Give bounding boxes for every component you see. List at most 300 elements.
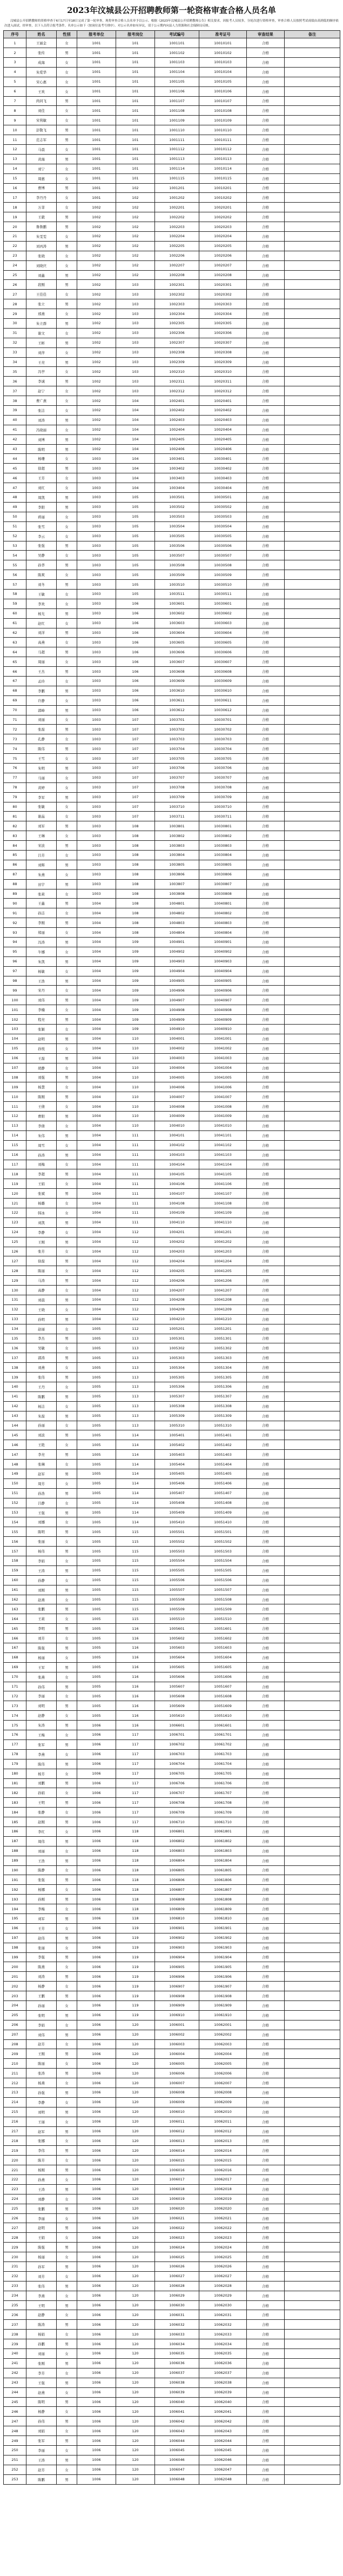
cell-gender: 男	[57, 976, 77, 986]
cell-name: 杨洁	[26, 1401, 57, 1411]
cell-gender: 女	[57, 1227, 77, 1237]
cell-post: 110	[116, 1121, 155, 1130]
cell-seq: 102	[4, 1015, 26, 1025]
cell-name: 王娟	[26, 2233, 57, 2243]
cell-unit: 1005	[77, 1353, 116, 1363]
cell-result: 合格	[247, 96, 285, 106]
cell-result: 合格	[247, 638, 285, 647]
cell-name: 李明	[26, 1624, 57, 1634]
cell-note	[285, 2465, 340, 2474]
cell-exam-no: 1005601	[155, 1624, 199, 1634]
cell-name: 刘刚	[26, 1585, 57, 1595]
cell-gender: 男	[57, 377, 77, 386]
cell-seq: 13	[4, 154, 26, 164]
cell-gender: 男	[57, 1856, 77, 1865]
cell-note	[285, 2213, 340, 2223]
cell-note	[285, 1082, 340, 1092]
cell-post: 120	[116, 2368, 155, 2378]
cell-result: 合格	[247, 1304, 285, 1314]
cell-exam-no: 1004110	[155, 1217, 199, 1227]
cell-note	[285, 541, 340, 551]
cell-gender: 女	[57, 1885, 77, 1895]
cell-seq: 173	[4, 1701, 26, 1711]
cell-ticket-no: 10061807	[199, 1885, 247, 1895]
cell-seq: 15	[4, 173, 26, 183]
cell-result: 合格	[247, 889, 285, 899]
cell-unit: 1003	[77, 744, 116, 754]
cell-post: 114	[116, 1498, 155, 1508]
cell-note	[285, 1885, 340, 1895]
cell-note	[285, 1440, 340, 1450]
cell-gender: 女	[57, 2059, 77, 2069]
cell-note	[285, 2204, 340, 2213]
cell-post: 115	[116, 1556, 155, 1566]
cell-unit: 1006	[77, 2039, 116, 2049]
cell-ticket-no: 10051608	[199, 1691, 247, 1701]
cell-unit: 1003	[77, 734, 116, 744]
table-row	[4, 2349, 340, 2359]
table-row	[4, 2252, 340, 2262]
cell-note	[285, 638, 340, 647]
table-row	[4, 928, 340, 938]
cell-ticket-no: 10061707	[199, 1788, 247, 1798]
cell-post: 120	[116, 2097, 155, 2107]
cell-post: 101	[116, 38, 155, 48]
table-row	[4, 725, 340, 734]
cell-gender: 男	[57, 2474, 77, 2484]
cell-seq: 242	[4, 2368, 26, 2378]
table-row	[4, 1575, 340, 1585]
cell-note	[285, 1788, 340, 1798]
cell-ticket-no: 10010107	[199, 96, 247, 106]
cell-name: 万菲	[26, 203, 57, 212]
cell-name: 张伟	[26, 1373, 57, 1382]
cell-post: 106	[116, 638, 155, 647]
cell-name: 宋心惠	[26, 77, 57, 86]
cell-name: 杨光	[26, 608, 57, 618]
cell-unit: 1003	[77, 812, 116, 821]
cell-gender: 女	[57, 1304, 77, 1314]
cell-gender: 男	[57, 2088, 77, 2098]
table-row	[4, 1286, 340, 1295]
cell-gender: 女	[57, 773, 77, 782]
cell-gender: 女	[57, 1575, 77, 1585]
cell-seq: 29	[4, 309, 26, 319]
cell-ticket-no: 10030606	[199, 647, 247, 657]
cell-seq: 230	[4, 2252, 26, 2262]
cell-gender: 男	[57, 1295, 77, 1304]
cell-post: 120	[116, 2330, 155, 2339]
cell-result: 合格	[247, 347, 285, 357]
table-row	[4, 96, 340, 106]
cell-post: 101	[116, 67, 155, 77]
cell-gender: 男	[57, 1034, 77, 1043]
cell-exam-no: 1005501	[155, 1527, 199, 1537]
cell-ticket-no: 10062026	[199, 2262, 247, 2272]
cell-seq: 182	[4, 1788, 26, 1798]
cell-unit: 1005	[77, 1440, 116, 1450]
cell-seq: 215	[4, 2107, 26, 2117]
cell-note	[285, 2059, 340, 2069]
cell-result: 合格	[247, 1324, 285, 1334]
cell-post: 102	[116, 241, 155, 251]
cell-gender: 女	[57, 531, 77, 541]
cell-gender: 男	[57, 1759, 77, 1769]
intro-paragraph: 汶城县公开招聘教师的资格审查于6月17日至18日完成了第一轮审查，现将审查合格人员名单予以公示。根据《2023年汶城县公开招聘教师公告》相关要求，因报考人员较多，分轮次进行资格审查，审查合格人员按照考试成绩由高到低的顺序依次进入面试。经审查，以下人员符合报考条件，名单公示如下（按岗位及考号排序）。对公示名单如有异议，请于公示期内向县人力资源和社会保障局反映。	[4, 19, 339, 28]
cell-result: 合格	[247, 2039, 285, 2049]
cell-result: 合格	[247, 995, 285, 1005]
cell-note	[285, 1952, 340, 1962]
cell-post: 115	[116, 1585, 155, 1595]
cell-ticket-no: 10010112	[199, 144, 247, 154]
cell-name: 赵军	[26, 1469, 57, 1479]
cell-name: 陈强	[26, 2243, 57, 2252]
cell-result: 合格	[247, 1652, 285, 1662]
cell-post: 118	[116, 1826, 155, 1836]
cell-post: 111	[116, 1140, 155, 1150]
cell-result: 合格	[247, 1189, 285, 1199]
cell-note	[285, 1643, 340, 1653]
cell-exam-no: 1006030	[155, 2300, 199, 2310]
cell-note	[285, 744, 340, 754]
cell-name: 王彬	[26, 338, 57, 347]
cell-ticket-no: 10051302	[199, 1343, 247, 1353]
cell-name: 王毅	[26, 212, 57, 222]
cell-gender: 女	[57, 1943, 77, 1952]
cell-gender: 男	[57, 1353, 77, 1363]
cell-name: 杨珊	[26, 454, 57, 464]
table-row	[4, 899, 340, 908]
cell-name: 张强	[26, 541, 57, 551]
cell-note	[285, 1595, 340, 1604]
cell-seq: 3	[4, 57, 26, 67]
cell-gender: 女	[57, 1614, 77, 1624]
cell-result: 合格	[247, 1286, 285, 1295]
cell-name: 谢文	[26, 328, 57, 338]
cell-seq: 157	[4, 1547, 26, 1556]
cell-gender: 男	[57, 1169, 77, 1179]
cell-unit: 1006	[77, 1778, 116, 1788]
cell-exam-no: 1004908	[155, 1005, 199, 1015]
cell-note	[285, 1498, 340, 1508]
cell-post: 118	[116, 1846, 155, 1856]
cell-post: 108	[116, 869, 155, 879]
cell-result: 合格	[247, 2156, 285, 2165]
cell-seq: 218	[4, 2136, 26, 2146]
cell-note	[285, 1421, 340, 1430]
cell-ticket-no: 10041208	[199, 1295, 247, 1304]
cell-post: 109	[116, 1015, 155, 1025]
table-row	[4, 2213, 340, 2223]
cell-exam-no: 1004201	[155, 1227, 199, 1237]
cell-unit: 1004	[77, 1082, 116, 1092]
cell-result: 合格	[247, 1130, 285, 1140]
cell-ticket-no: 10030705	[199, 754, 247, 764]
cell-gender: 女	[57, 1634, 77, 1643]
cell-unit: 1004	[77, 1237, 116, 1247]
cell-post: 112	[116, 1295, 155, 1304]
cell-note	[285, 1652, 340, 1662]
cell-name: 朱燕	[26, 869, 57, 879]
table-row	[4, 48, 340, 58]
cell-unit: 1005	[77, 1624, 116, 1634]
table-row	[4, 889, 340, 899]
cell-result: 合格	[247, 222, 285, 232]
cell-gender: 男	[57, 647, 77, 657]
cell-result: 合格	[247, 173, 285, 183]
table-row	[4, 1324, 340, 1334]
cell-ticket-no: 10061802	[199, 1836, 247, 1846]
cell-post: 107	[116, 782, 155, 792]
cell-seq: 122	[4, 1208, 26, 1217]
cell-post: 105	[116, 580, 155, 590]
cell-note	[285, 1160, 340, 1169]
cell-result: 合格	[247, 483, 285, 493]
cell-unit: 1004	[77, 1247, 116, 1256]
cell-post: 120	[116, 2078, 155, 2088]
cell-result: 合格	[247, 309, 285, 319]
cell-seq: 17	[4, 193, 26, 203]
cell-result: 合格	[247, 1488, 285, 1498]
cell-result: 合格	[247, 2020, 285, 2030]
cell-name: 曹博	[26, 183, 57, 193]
cell-unit: 1001	[77, 173, 116, 183]
cell-ticket-no: 10030504	[199, 521, 247, 531]
cell-note	[285, 2407, 340, 2417]
cell-gender: 男	[57, 2436, 77, 2446]
table-row	[4, 860, 340, 869]
cell-gender: 女	[57, 2407, 77, 2417]
cell-exam-no: 1005610	[155, 1711, 199, 1721]
cell-result: 合格	[247, 2078, 285, 2088]
cell-post: 112	[116, 1304, 155, 1314]
cell-post: 113	[116, 1401, 155, 1411]
cell-seq: 125	[4, 1237, 26, 1247]
table-row	[4, 1846, 340, 1856]
table-row	[4, 521, 340, 531]
table-row	[4, 1826, 340, 1836]
cell-unit: 1004	[77, 1150, 116, 1160]
cell-seq: 171	[4, 1682, 26, 1691]
cell-ticket-no: 10040908	[199, 1005, 247, 1015]
cell-exam-no: 1001106	[155, 86, 199, 96]
cell-post: 120	[116, 2339, 155, 2349]
table-row	[4, 241, 340, 251]
cell-ticket-no: 10030707	[199, 773, 247, 782]
cell-note	[285, 2223, 340, 2233]
cell-ticket-no: 10061801	[199, 1826, 247, 1836]
cell-ticket-no: 10041005	[199, 1073, 247, 1082]
cell-result: 合格	[247, 2407, 285, 2417]
table-row	[4, 144, 340, 154]
cell-ticket-no: 10030501	[199, 493, 247, 503]
cell-post: 108	[116, 851, 155, 860]
cell-note	[285, 1382, 340, 1391]
cell-unit: 1004	[77, 1025, 116, 1034]
cell-note	[285, 434, 340, 444]
cell-ticket-no: 10062004	[199, 2049, 247, 2059]
table-row	[4, 1150, 340, 1160]
cell-note	[285, 38, 340, 48]
cell-seq: 135	[4, 1334, 26, 1343]
cell-note	[285, 841, 340, 851]
cell-ticket-no: 10062039	[199, 2387, 247, 2397]
table-row	[4, 2204, 340, 2213]
cell-gender: 男	[57, 1682, 77, 1691]
cell-result: 合格	[247, 1643, 285, 1653]
cell-seq: 33	[4, 347, 26, 357]
cell-result: 合格	[247, 1112, 285, 1121]
cell-unit: 1001	[77, 86, 116, 96]
cell-note	[285, 193, 340, 203]
table-row	[4, 1063, 340, 1073]
cell-exam-no: 1005402	[155, 1440, 199, 1450]
cell-post: 119	[116, 1943, 155, 1952]
cell-note	[285, 851, 340, 860]
cell-gender: 女	[57, 2387, 77, 2397]
cell-note	[285, 1943, 340, 1952]
cell-seq: 183	[4, 1798, 26, 1808]
cell-post: 104	[116, 444, 155, 454]
cell-seq: 120	[4, 1189, 26, 1199]
table-row	[4, 1991, 340, 2001]
cell-ticket-no: 10051506	[199, 1575, 247, 1585]
cell-gender: 女	[57, 2252, 77, 2262]
cell-result: 合格	[247, 1440, 285, 1450]
cell-exam-no: 1006003	[155, 2039, 199, 2049]
cell-seq: 74	[4, 744, 26, 754]
cell-seq: 168	[4, 1652, 26, 1662]
cell-post: 112	[116, 1227, 155, 1237]
cell-result: 合格	[247, 686, 285, 695]
cell-name: 杨慧	[26, 1082, 57, 1092]
cell-gender: 女	[57, 396, 77, 406]
cell-gender: 女	[57, 1266, 77, 1276]
cell-unit: 1006	[77, 1875, 116, 1885]
cell-note	[285, 67, 340, 77]
cell-name: 张琳	[26, 1460, 57, 1469]
cell-seq: 63	[4, 638, 26, 647]
cell-exam-no: 1006903	[155, 1943, 199, 1952]
cell-post: 101	[116, 48, 155, 58]
cell-note	[285, 2194, 340, 2204]
table-row	[4, 1923, 340, 1933]
cell-exam-no: 1002401	[155, 396, 199, 406]
table-row	[4, 2184, 340, 2194]
cell-name: 李芳	[26, 2368, 57, 2378]
cell-exam-no: 1004104	[155, 1160, 199, 1169]
cell-gender: 男	[57, 2204, 77, 2213]
cell-post: 120	[116, 2300, 155, 2310]
cell-gender: 男	[57, 2339, 77, 2349]
cell-ticket-no: 10010113	[199, 154, 247, 164]
cell-note	[285, 1053, 340, 1063]
cell-gender: 男	[57, 1817, 77, 1827]
cell-seq: 115	[4, 1140, 26, 1150]
cell-exam-no: 1006907	[155, 1982, 199, 1991]
cell-result: 合格	[247, 782, 285, 792]
cell-name: 周凯	[26, 493, 57, 503]
cell-ticket-no: 10030610	[199, 686, 247, 695]
cell-name: 王芳	[26, 1923, 57, 1933]
cell-seq: 52	[4, 531, 26, 541]
cell-result: 合格	[247, 1595, 285, 1604]
cell-note	[285, 2339, 340, 2349]
cell-ticket-no: 10041001	[199, 1034, 247, 1043]
table-row	[4, 2020, 340, 2030]
cell-ticket-no: 10062007	[199, 2078, 247, 2088]
cell-gender: 女	[57, 1140, 77, 1150]
cell-ticket-no: 10051501	[199, 1527, 247, 1537]
cell-exam-no: 1001115	[155, 173, 199, 183]
cell-result: 合格	[247, 1865, 285, 1875]
cell-note	[285, 2088, 340, 2098]
cell-note	[285, 2117, 340, 2126]
cell-name: 王刚	[26, 2049, 57, 2059]
column-header-note: 备注	[285, 31, 340, 38]
cell-note	[285, 2097, 340, 2107]
table-row	[4, 2059, 340, 2069]
cell-gender: 女	[57, 1160, 77, 1169]
cell-gender: 女	[57, 676, 77, 686]
cell-unit: 1004	[77, 1266, 116, 1276]
cell-note	[285, 222, 340, 232]
cell-gender: 女	[57, 657, 77, 667]
cell-gender: 男	[57, 1469, 77, 1479]
table-row	[4, 444, 340, 454]
cell-note	[285, 1005, 340, 1015]
cell-seq: 136	[4, 1343, 26, 1353]
cell-seq: 224	[4, 2194, 26, 2204]
cell-name: 宋波	[26, 841, 57, 851]
cell-post: 120	[116, 2194, 155, 2204]
cell-exam-no: 1006007	[155, 2078, 199, 2088]
cell-name: 孙强	[26, 2088, 57, 2098]
cell-name: 张强	[26, 1875, 57, 1885]
cell-gender: 女	[57, 473, 77, 483]
cell-unit: 1004	[77, 908, 116, 918]
cell-unit: 1004	[77, 1063, 116, 1073]
cell-name: 张刚	[26, 2358, 57, 2368]
cell-ticket-no: 10020406	[199, 444, 247, 454]
cell-seq: 79	[4, 792, 26, 802]
cell-seq: 98	[4, 976, 26, 986]
cell-seq: 253	[4, 2474, 26, 2484]
cell-exam-no: 1006019	[155, 2194, 199, 2204]
table-row	[4, 734, 340, 744]
cell-exam-no: 1005403	[155, 1450, 199, 1460]
cell-result: 合格	[247, 338, 285, 347]
cell-seq: 178	[4, 1749, 26, 1759]
cell-name: 李红	[26, 1826, 57, 1836]
cell-ticket-no: 10051307	[199, 1391, 247, 1401]
cell-exam-no: 1004207	[155, 1286, 199, 1295]
cell-note	[285, 686, 340, 695]
cell-post: 114	[116, 1440, 155, 1450]
cell-ticket-no: 10020310	[199, 367, 247, 377]
cell-result: 合格	[247, 647, 285, 657]
cell-exam-no: 1006017	[155, 2175, 199, 2185]
cell-note	[285, 347, 340, 357]
cell-exam-no: 1001114	[155, 164, 199, 173]
cell-name: 刘洋	[26, 628, 57, 638]
table-row	[4, 2194, 340, 2204]
cell-note	[285, 2320, 340, 2330]
cell-exam-no: 1006016	[155, 2165, 199, 2175]
cell-seq: 116	[4, 1150, 26, 1160]
cell-name: 宋丹	[26, 986, 57, 995]
cell-gender: 女	[57, 2039, 77, 2049]
